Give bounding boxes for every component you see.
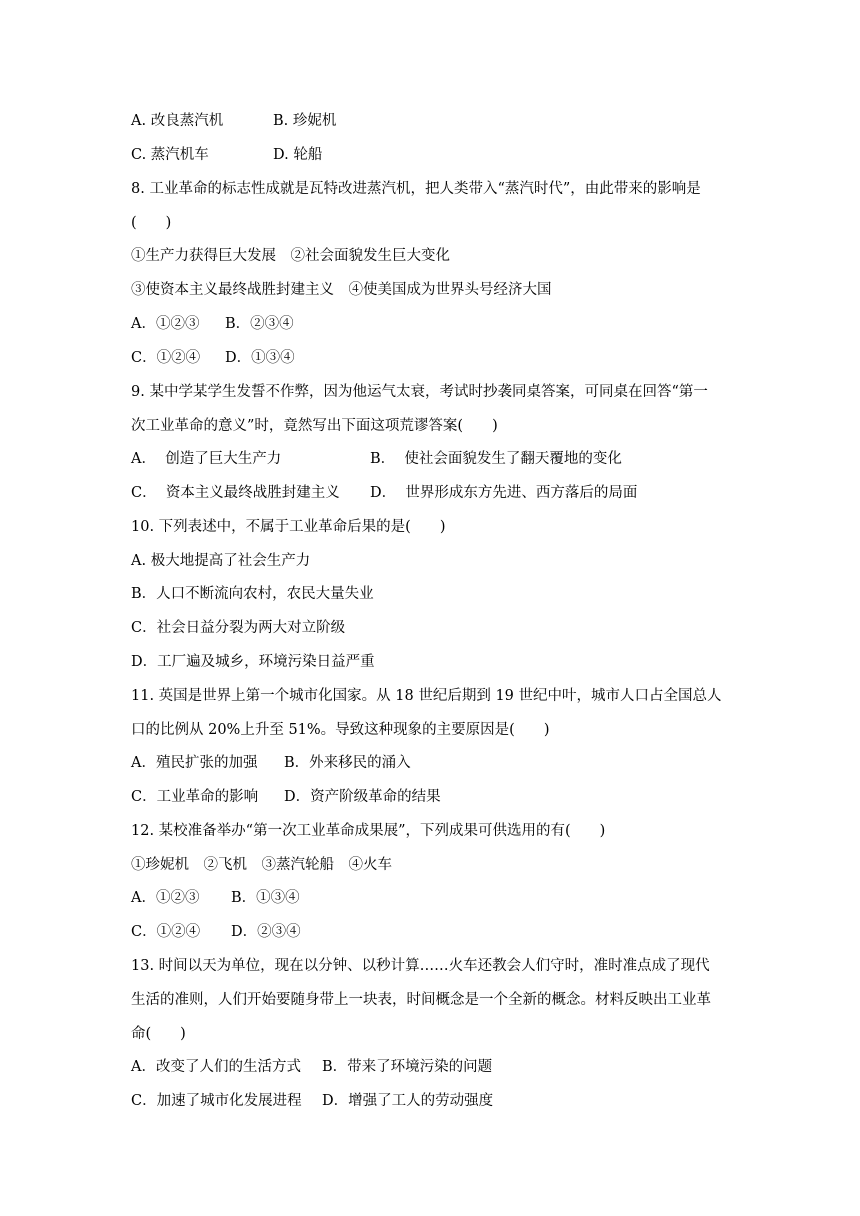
q10-option-c: C．社会日益分裂为两大对立阶级 [131,620,346,636]
q12-option-b: B．①③④ [231,890,300,906]
q12-stem: 12. 某校准备举办“第一次工业革命成果展”，下列成果可供选用的有( ) [131,823,606,839]
q8-option-b: B．②③④ [225,316,294,332]
q8-statements-2: ③使资本主义最终战胜封建主义 ④使美国成为世界头号经济大国 [131,282,552,298]
q8-stem-line-1: 8. 工业革命的标志性成就是瓦特改进蒸汽机，把人类带入“蒸汽时代”，由此带来的影响是 [131,181,701,197]
q8-stem-line-2: ( ) [131,215,172,231]
q11-option-d: D．资产阶级革命的结果 [284,789,441,805]
q9-stem-line-2: 次工业革命的意义”时，竟然写出下面这项荒谬答案( ) [131,418,498,434]
q13-stem-line-2: 生活的准则，人们开始要随身带上一块表，时间概念是一个全新的概念。材料反映出工业革 [131,992,711,1008]
q9-option-a: A． 创造了巨大生产力 [131,451,282,467]
q11-stem-line-2: 口的比例从 20%上升至 51%。导致这种现象的主要原因是( ) [131,722,550,738]
q11-stem-line-1: 11. 英国是世界上第一个城市化国家。从 18 世纪后期到 19 世纪中叶，城市人口占全国总人 [131,688,722,704]
q12-option-a: A．①②③ [131,890,200,906]
q13-option-b: B．带来了环境污染的问题 [322,1059,493,1075]
q9-option-d: D． 世界形成东方先进、西方落后的局面 [370,485,638,501]
q9-option-c: C． 资本主义最终战胜封建主义 [131,485,340,501]
q10-option-a: A. 极大地提高了社会生产力 [131,553,311,569]
q8-statements-1: ①生产力获得巨大发展 ②社会面貌发生巨大变化 [131,248,450,264]
q13-option-d: D．增强了工人的劳动强度 [322,1093,494,1109]
q7-option-b: B. 珍妮机 [273,113,337,129]
q10-option-b: B．人口不断流向农村，农民大量失业 [131,586,374,602]
q8-option-c: C．①②④ [131,350,201,366]
q13-stem-line-1: 13. 时间以天为单位，现在以分钟、以秒计算……火车还教会人们守时，准时准点成了现代 [131,958,710,974]
q9-stem-line-1: 9. 某中学某学生发誓不作弊，因为他运气太衰，考试时抄袭同桌答案，可同桌在回答“第一 [131,384,708,400]
q9-option-b: B． 使社会面貌发生了翻天覆地的变化 [370,451,622,467]
q8-option-a: A．①②③ [131,316,200,332]
q12-statements: ①珍妮机 ②飞机 ③蒸汽轮船 ④火车 [131,857,392,873]
q8-option-d: D．①③④ [225,350,295,366]
q7-option-c: C. 蒸汽机车 [131,147,209,163]
q13-options-row-2 [131,1091,494,1171]
q13-stem-line-3: 命( ) [131,1026,186,1042]
q11-option-b: B．外来移民的涌入 [284,755,411,771]
q13-option-a: A．改变了人们的生活方式 [131,1059,301,1075]
q10-option-d: D．工厂遍及城乡，环境污染日益严重 [131,654,375,670]
q10-stem: 10. 下列表述中，不属于工业革命后果的是( ) [131,519,446,535]
q11-option-a: A．殖民扩张的加强 [131,755,258,771]
q13-option-c: C．加速了城市化发展进程 [131,1093,302,1109]
q7-option-d: D. 轮船 [273,147,323,163]
q12-option-c: C．①②④ [131,924,201,940]
q11-option-c: C．工业革命的影响 [131,789,259,805]
q7-option-a: A. 改良蒸汽机 [131,113,224,129]
q12-option-d: D．②③④ [231,924,301,940]
